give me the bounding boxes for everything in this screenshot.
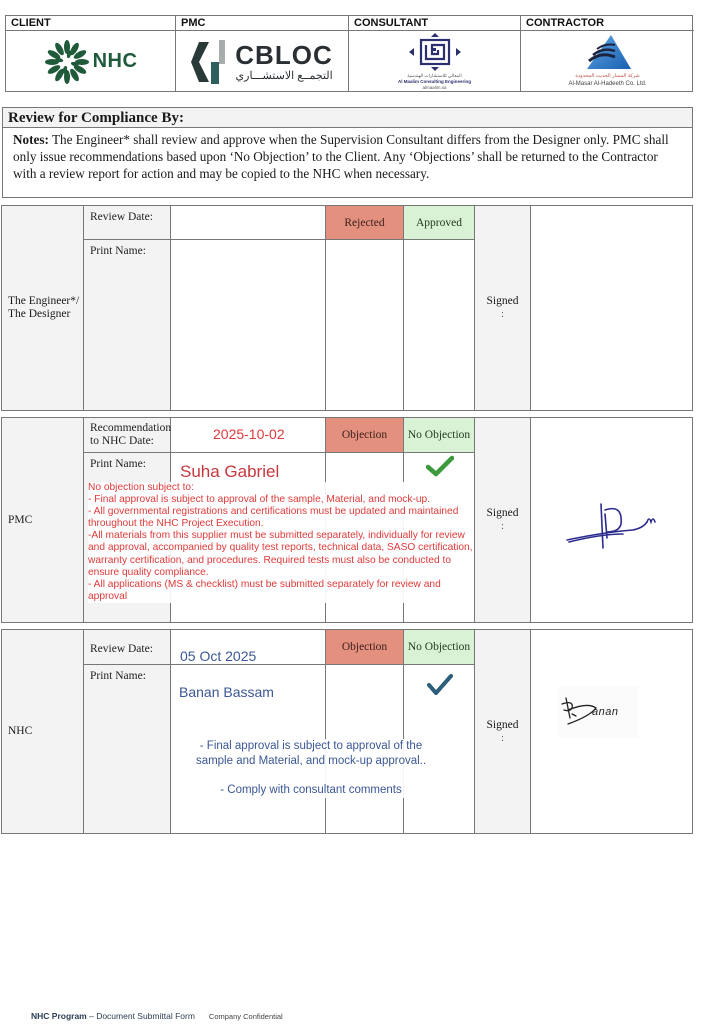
no-objection-label: No Objection — [407, 641, 471, 653]
engineer-section — [1, 205, 693, 411]
nhc-print-name-value: Banan Bassam — [179, 684, 274, 700]
engineer-signature-area[interactable] — [531, 206, 693, 410]
pmc-comment-line: -All materials from this supplier must be submitted separately, individually for review and approval, accompanied by quality test reports, technical data, SASO certification, warranty certification, and procedures. Required tests must also be conducted to ensure quality compliance. — [88, 530, 473, 578]
consultant-url-text: almaalim.sa — [422, 84, 447, 90]
approved-label: Approved — [416, 216, 462, 229]
contractor-triangle-mark-icon — [585, 35, 631, 71]
nhc-role-cell — [2, 630, 84, 833]
cbloc-logo-text: CBLOC — [235, 39, 333, 70]
pmc-date-input[interactable]: 2025-10-02 — [171, 418, 326, 453]
engineer-label-column — [84, 206, 171, 410]
contractor-english-text: Al-Masar Al-Hadeeth Co. Ltd. — [568, 81, 647, 87]
consultant-logo — [349, 31, 520, 92]
signed-colon: : — [501, 732, 504, 744]
engineer-approved-mark-cell[interactable] — [404, 240, 475, 411]
consultant-kufic-mark-icon — [405, 33, 465, 71]
engineer-signed-cell — [475, 206, 531, 410]
pmc-no-objection-option[interactable] — [404, 418, 475, 453]
client-column — [6, 16, 176, 91]
cbloc-arabic-text: التجمــع الاستشـــاري — [235, 69, 333, 82]
review-compliance-box — [2, 107, 693, 198]
notes-label: Notes: — [13, 132, 49, 147]
nhc-comment-line: - Final approval is subject to approval of the sample and Material, and mock-up approval.. — [195, 740, 427, 767]
nhc-comment-line: - Comply with consultant comments — [220, 784, 402, 796]
nhc-no-objection-option[interactable] — [404, 630, 475, 665]
review-notes — [3, 128, 692, 182]
pmc-role-label: PMC — [8, 513, 33, 526]
engineer-role-label: The Engineer*/ The Designer — [8, 295, 80, 320]
pmc-role-cell — [2, 418, 84, 622]
consultant-arabic-text: المعالي للاستشارات الهندسية — [407, 72, 462, 78]
no-objection-label: No Objection — [407, 429, 471, 441]
nhc-signature-image — [558, 686, 638, 738]
contractor-arabic-text: شركة المسار الحديث المحدودة — [575, 73, 640, 79]
pmc-objection-option[interactable] — [326, 418, 404, 453]
nhc-role-label: NHC — [8, 725, 33, 737]
signed-label: Signed — [486, 507, 519, 519]
nhc-objection-option[interactable] — [326, 630, 404, 665]
engineer-name-input[interactable] — [171, 240, 326, 411]
nhc-leaf-wreath-icon — [44, 39, 90, 85]
signed-label: Signed — [486, 718, 519, 731]
green-checkmark-icon — [426, 455, 454, 477]
contractor-logo — [521, 31, 694, 92]
signed-colon: : — [501, 521, 504, 532]
nhc-name-label: Print Name: — [90, 670, 146, 682]
consultant-english-text: Al Maalim Consulting Engineering — [397, 78, 471, 84]
objection-label: Objection — [341, 429, 388, 441]
pmc-signature-icon — [565, 496, 665, 556]
footer-program: NHC Program — [31, 1011, 87, 1021]
pmc-name-label: Print Name: — [90, 458, 146, 470]
review-title: Review for Compliance By: — [3, 108, 692, 128]
footer-dash: – — [86, 1011, 97, 1021]
contractor-column — [521, 16, 694, 91]
pmc-comments — [88, 482, 474, 603]
blue-checkmark-icon — [427, 673, 453, 697]
engineer-role-cell — [2, 206, 84, 410]
nhc-logo — [6, 31, 175, 92]
pmc-column — [176, 16, 349, 91]
nhc-date-input[interactable]: 05 Oct 2025 — [171, 630, 326, 665]
nhc-date-label: Review Date: — [84, 630, 170, 665]
nhc-section — [1, 629, 693, 834]
signed-label: Signed — [486, 295, 519, 307]
pmc-signature-area[interactable] — [531, 418, 693, 622]
engineer-rejected-mark-cell[interactable] — [326, 240, 404, 411]
nhc-signature-area[interactable] — [531, 630, 693, 833]
nhc-signed-cell — [475, 630, 531, 833]
pmc-comment-line: - All governmental registrations and certifications must be updated and maintained throughout the NHC Project Execution. — [88, 506, 459, 530]
nhc-comments — [180, 739, 442, 798]
pmc-signed-cell — [475, 418, 531, 622]
rejected-label: Rejected — [344, 216, 385, 229]
objection-label: Objection — [341, 641, 388, 653]
pmc-comment-line: - Final approval is subject to approval of the sample, Material, and mock-up. — [88, 494, 431, 506]
footer-form-name: Document Submittal Form — [96, 1011, 195, 1021]
engineer-rejected-option[interactable] — [326, 206, 404, 240]
nhc-label-column — [84, 630, 171, 833]
consultant-column — [349, 16, 521, 91]
contractor-label: CONTRACTOR — [521, 16, 694, 31]
pmc-label: PMC — [176, 16, 348, 31]
notes-text: The Engineer* shall review and approve when the Supervision Consultant differs from the Designer only. PMC shall only issue recommendations based upon ‘No Objection’ to the Client. Any ‘Objections’ shall be returned to the Contractor with a review report for action and may be copied to the NHC when necessary. — [13, 132, 669, 181]
pmc-section — [1, 417, 693, 623]
pmc-comment-line: - All applications (MS & checklist) must be submitted separately for review and approval — [88, 578, 441, 602]
engineer-approved-option[interactable] — [404, 206, 475, 240]
nhc-logo-text: NHC — [92, 50, 138, 72]
footer-confidential: Company Confidential — [208, 1012, 283, 1021]
nhc-signature-text: anan — [592, 706, 619, 718]
signed-colon: : — [501, 309, 504, 320]
pmc-print-name-value: Suha Gabriel — [180, 462, 280, 481]
engineer-name-label: Print Name: — [90, 245, 146, 257]
page-footer — [31, 1011, 283, 1021]
cbloc-logo — [176, 31, 348, 92]
cbloc-mark-icon — [191, 38, 227, 86]
engineer-date-input[interactable] — [171, 206, 326, 240]
pmc-comment-line: No objection subject to: — [88, 482, 194, 493]
consultant-label: CONSULTANT — [349, 16, 520, 31]
pmc-date-label: Recommendation to NHC Date: — [84, 418, 170, 453]
engineer-date-label: Review Date: — [84, 206, 170, 240]
header-logo-table — [5, 15, 693, 92]
client-label: CLIENT — [6, 16, 175, 31]
